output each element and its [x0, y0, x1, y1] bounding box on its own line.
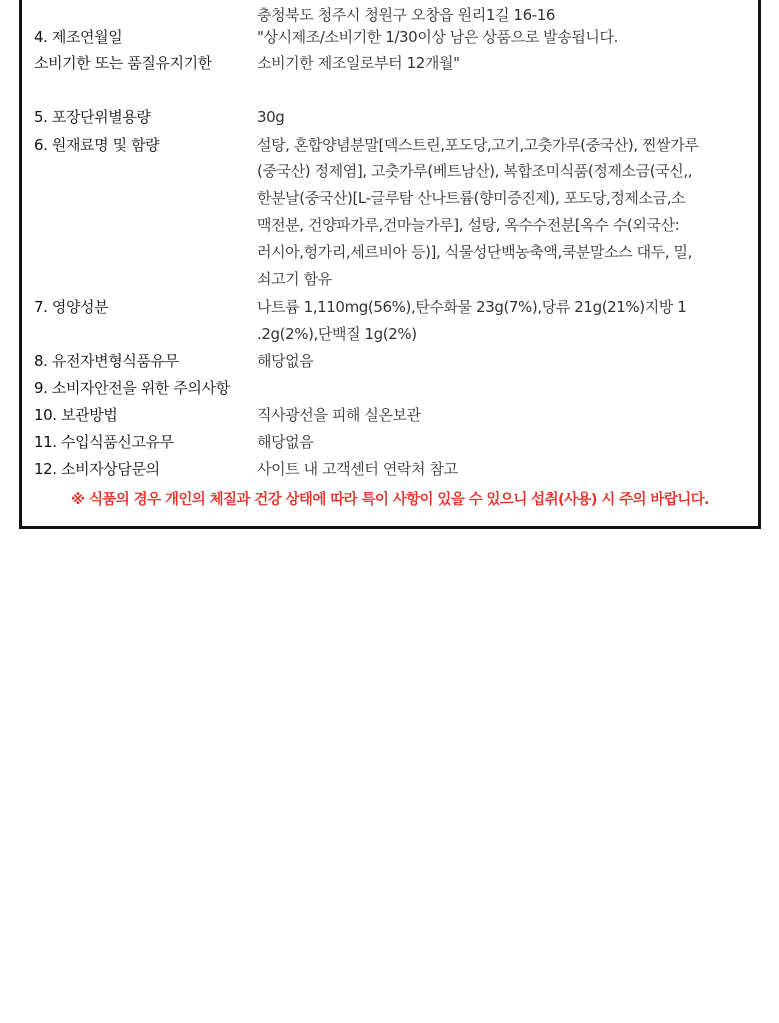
value-consumer-inquiry: 사이트 내 고객센터 연락처 참고 [257, 460, 458, 478]
value-nutrition-line-2: .2g(2%),단백질 1g(2%) [257, 325, 417, 343]
value-ingredients-line-5: 러시아,헝가리,세르비아 등)], 식물성단백농축액,쿡분말소스 대두, 밀, [257, 243, 693, 261]
value-ingredients-line-3: 한분날(중국산)[L-글루탐 산나트륨(향미증진제), 포도당,정제소금,소 [257, 189, 686, 207]
label-import-report: 11. 수입식품신고유무 [34, 433, 174, 451]
label-safety-notice: 9. 소비자안전을 위한 주의사항 [34, 379, 230, 397]
manufacturer-address: 충청북도 청주시 청원구 오창읍 원리1길 16-16 [257, 6, 556, 24]
label-storage: 10. 보관방법 [34, 406, 118, 424]
value-ingredients-line-2: (중국산) 정제염], 고춧가루(베트남산), 복합조미식품(정제소금(국신,, [257, 162, 693, 180]
value-import-report: 해당없음 [257, 433, 314, 451]
product-info-table [19, 0, 761, 529]
caution-warning: ※ 식품의 경우 개인의 체질과 건강 상태에 따라 특이 사항이 있을 수 있으니 섭취(사용) 시 주의 바랍니다. [71, 492, 709, 508]
label-manufacture-date: 4. 제조연월일 [34, 28, 123, 46]
value-package-size: 30g [257, 108, 285, 126]
label-ingredients: 6. 원재료명 및 함량 [34, 136, 160, 154]
value-ingredients-line-6: 쇠고기 함유 [257, 270, 332, 288]
value-manufacture-date-line-2: 소비기한 제조일로부터 12개월" [257, 54, 460, 72]
value-ingredients-line-4: 맥전분, 건양파가루,건마늘가루], 설탕, 옥수수전분[옥수 수(외국산: [257, 216, 680, 234]
value-manufacture-date-line-1: "상시제조/소비기한 1/30이상 남은 상품으로 발송됩니다. [257, 28, 618, 46]
label-consumer-inquiry: 12. 소비자상담문의 [34, 460, 160, 478]
value-ingredients-line-1: 설탕, 혼합양념분말[덱스트린,포도당,고기,고춧가루(중국산), 찐쌀가루 [257, 136, 699, 154]
label-package-size: 5. 포장단위별용량 [34, 108, 151, 126]
label-nutrition: 7. 영양성분 [34, 298, 109, 316]
value-storage: 직사광선을 피해 실온보관 [257, 406, 421, 424]
value-gmo: 해당없음 [257, 352, 314, 370]
label-gmo: 8. 유전자변형식품유무 [34, 352, 179, 370]
value-nutrition-line-1: 나트륨 1,110mg(56%),탄수화물 23g(7%),당류 21g(21%)지방 1 [257, 298, 687, 316]
label-expiry: 소비기한 또는 품질유지기한 [34, 54, 212, 72]
